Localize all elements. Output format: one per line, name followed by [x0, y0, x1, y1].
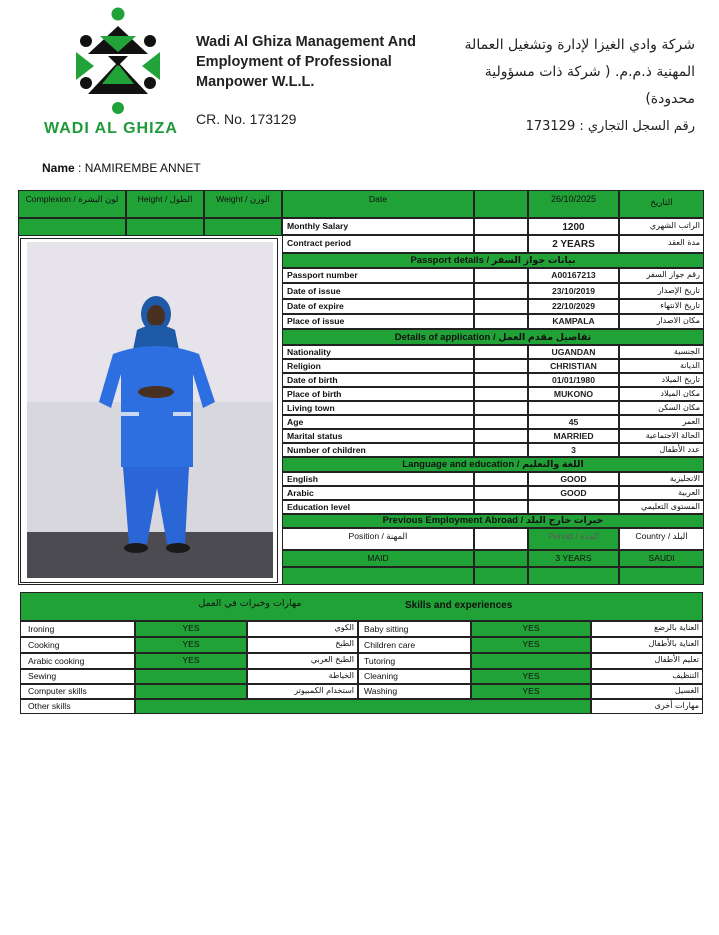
arabic-value: GOOD [528, 486, 619, 500]
company-name-en [196, 32, 416, 92]
passport-number-ar: رقم جواز السفر [619, 268, 704, 283]
employment-empty-row [282, 567, 474, 585]
arabic-ar: العربية [619, 486, 704, 500]
skill-childrencare-label: Children care [358, 637, 471, 653]
candidate-name: NAMIREMBE ANNET [84, 161, 201, 175]
cr-number-en: CR. No. 173129 [196, 111, 297, 127]
position-header: Position / المهنة [282, 528, 474, 550]
contract-spacer [474, 235, 528, 253]
skill-babysitting-value: YES [471, 621, 591, 637]
arabic-label: Arabic [282, 486, 474, 500]
english-label: English [282, 472, 474, 486]
passport-section-title: Passport details / بيانات جواز السفر [282, 253, 704, 268]
skill-arabiccooking-value: YES [135, 653, 247, 669]
company-name-ar-line-1: شركة وادي الغيزا لإدارة وتشغيل العمالة [464, 37, 695, 53]
date-label: Date [282, 190, 474, 218]
skill-cooking-ar: الطبخ [247, 637, 358, 653]
country-header: Country / البلد [619, 528, 704, 550]
skill-childrencare-value: YES [471, 637, 591, 653]
candidate-name-line: Name : NAMIREMBE ANNET [42, 161, 201, 175]
marital-status-label: Marital status [282, 429, 474, 443]
date-of-issue-ar: تاريخ الإصدار [619, 283, 704, 299]
age-ar: العمر [619, 415, 704, 429]
date-of-expire-ar: تاريخ الانتهاء [619, 299, 704, 314]
education-label: Education level [282, 500, 474, 514]
place-of-issue-ar: مكان الاصدار [619, 314, 704, 329]
height-value [126, 218, 204, 236]
skill-tutoring-value [471, 653, 591, 669]
skill-washing-ar: الغسيل [591, 684, 703, 699]
row-spacer [474, 314, 528, 329]
contract-period-value: 2 YEARS [528, 235, 619, 253]
skill-babysitting-label: Baby sitting [358, 621, 471, 637]
skill-ironing-value: YES [135, 621, 247, 637]
employment-spacer [474, 550, 528, 567]
other-skills-label: Other skills [20, 699, 135, 714]
other-skills-ar: مهارات أخرى [591, 699, 703, 714]
employment-empty-row [528, 567, 619, 585]
employment-period: 3 YEARS [528, 550, 619, 567]
date-ar: التاريخ [619, 190, 704, 218]
company-name-en-line-3: Manpower W.L.L. [196, 74, 315, 90]
weight-header: Weight / الوزن [204, 190, 282, 218]
application-section-title: Details of application / تفاصيل مقدم العمل [282, 329, 704, 345]
company-name-ar-line-3: محدودة) [645, 91, 695, 107]
complexion-header: Complexion / لون البشرة [18, 190, 126, 218]
candidate-photo [27, 242, 273, 578]
monthly-salary-ar: الراتب الشهري [619, 218, 704, 235]
monthly-salary-value: 1200 [528, 218, 619, 235]
company-name-en-line-1: Wadi Al Ghiza Management And [196, 34, 416, 50]
nationality-value: UGANDAN [528, 345, 619, 359]
row-spacer [474, 486, 528, 500]
row-spacer [474, 387, 528, 401]
skill-sewing-label: Sewing [20, 669, 135, 684]
employment-position: MAID [282, 550, 474, 567]
name-label: Name [42, 161, 75, 175]
date-of-birth-label: Date of birth [282, 373, 474, 387]
date-value: 26/10/2025 [528, 190, 619, 218]
english-value: GOOD [528, 472, 619, 486]
row-spacer [474, 401, 528, 415]
employment-empty-row [474, 567, 528, 585]
nationality-label: Nationality [282, 345, 474, 359]
row-spacer [474, 345, 528, 359]
employment-empty-row [619, 567, 704, 585]
date-of-birth-ar: تاريخ الميلاد [619, 373, 704, 387]
skill-computer-value [135, 684, 247, 699]
row-spacer [474, 359, 528, 373]
salary-spacer [474, 218, 528, 235]
education-ar: المستوى التعليمي [619, 500, 704, 514]
row-spacer [474, 443, 528, 457]
other-skills-value [135, 699, 591, 714]
cr-number-ar: رقم السجل التجاري : 173129 [525, 119, 695, 134]
language-section-title: Language and education / اللغة والتعليم [282, 457, 704, 472]
living-town-value [528, 401, 619, 415]
place-of-birth-label: Place of birth [282, 387, 474, 401]
height-header: Height / الطول [126, 190, 204, 218]
period-header: Period / المدة [528, 528, 619, 550]
children-label: Number of children [282, 443, 474, 457]
contract-period-ar: مدة العقد [619, 235, 704, 253]
date-of-expire-value: 22/10/2029 [528, 299, 619, 314]
date-of-issue-value: 23/10/2019 [528, 283, 619, 299]
nationality-ar: الجنسية [619, 345, 704, 359]
living-town-ar: مكان السكن [619, 401, 704, 415]
skills-header [20, 592, 703, 621]
employment-country: SAUDI [619, 550, 704, 567]
candidate-photo-frame [20, 238, 278, 583]
skill-cleaning-label: Cleaning [358, 669, 471, 684]
skill-arabiccooking-ar: الطبخ العربي [247, 653, 358, 669]
company-name-en-line-2: Employment of Professional [196, 54, 392, 70]
date-spacer [474, 190, 528, 218]
skill-cleaning-value: YES [471, 669, 591, 684]
row-spacer [474, 472, 528, 486]
skill-cooking-value: YES [135, 637, 247, 653]
skill-ironing-label: Ironing [20, 621, 135, 637]
skill-babysitting-ar: العناية بالرضع [591, 621, 703, 637]
monthly-salary-label: Monthly Salary [282, 218, 474, 235]
row-spacer [474, 429, 528, 443]
skill-sewing-ar: الخياطة [247, 669, 358, 684]
skill-computer-label: Computer skills [20, 684, 135, 699]
skill-tutoring-ar: تعليم الأطفال [591, 653, 703, 669]
row-spacer [474, 500, 528, 514]
skill-washing-value: YES [471, 684, 591, 699]
age-label: Age [282, 415, 474, 429]
skills-title-ar: مهارات وخبرات في العمل [198, 599, 302, 609]
skills-title-en: Skills and experiences [405, 600, 513, 611]
company-name-ar [435, 32, 695, 113]
date-of-expire-label: Date of expire [282, 299, 474, 314]
skill-sewing-value [135, 669, 247, 684]
place-of-issue-label: Place of issue [282, 314, 474, 329]
row-spacer [474, 268, 528, 283]
place-of-birth-value: MUKONO [528, 387, 619, 401]
skill-computer-ar: استخدام الكمبيوتر [247, 684, 358, 699]
living-town-label: Living town [282, 401, 474, 415]
religion-value: CHRISTIAN [528, 359, 619, 373]
employment-section-title: Previous Employment Abroad / خبرات خارج البلد [282, 514, 704, 528]
age-value: 45 [528, 415, 619, 429]
row-spacer [474, 373, 528, 387]
company-name-ar-line-2: المهنية ذ.م.م. ( شركة ذات مسؤولية [484, 64, 695, 80]
religion-ar: الديانة [619, 359, 704, 373]
marital-status-ar: الحالة الاجتماعية [619, 429, 704, 443]
employment-spacer [474, 528, 528, 550]
skill-arabiccooking-label: Arabic cooking [20, 653, 135, 669]
religion-label: Religion [282, 359, 474, 373]
passport-number-label: Passport number [282, 268, 474, 283]
english-ar: الانجليزية [619, 472, 704, 486]
skill-washing-label: Washing [358, 684, 471, 699]
passport-number-value: A00167213 [528, 268, 619, 283]
row-spacer [474, 283, 528, 299]
skill-tutoring-label: Tutoring [358, 653, 471, 669]
weight-value [204, 218, 282, 236]
education-value [528, 500, 619, 514]
skill-ironing-ar: الكوي [247, 621, 358, 637]
skill-cooking-label: Cooking [20, 637, 135, 653]
row-spacer [474, 415, 528, 429]
row-spacer [474, 299, 528, 314]
date-of-issue-label: Date of issue [282, 283, 474, 299]
place-of-birth-ar: مكان الميلاد [619, 387, 704, 401]
skill-childrencare-ar: العناية بالأطفال [591, 637, 703, 653]
contract-period-label: Contract period [282, 235, 474, 253]
logo-caption: WADI AL GHIZA [44, 120, 178, 137]
children-value: 3 [528, 443, 619, 457]
complexion-value [18, 218, 126, 236]
date-of-birth-value: 01/01/1980 [528, 373, 619, 387]
skill-cleaning-ar: التنظيف [591, 669, 703, 684]
children-ar: عدد الأطفال [619, 443, 704, 457]
marital-status-value: MARRIED [528, 429, 619, 443]
place-of-issue-value: KAMPALA [528, 314, 619, 329]
